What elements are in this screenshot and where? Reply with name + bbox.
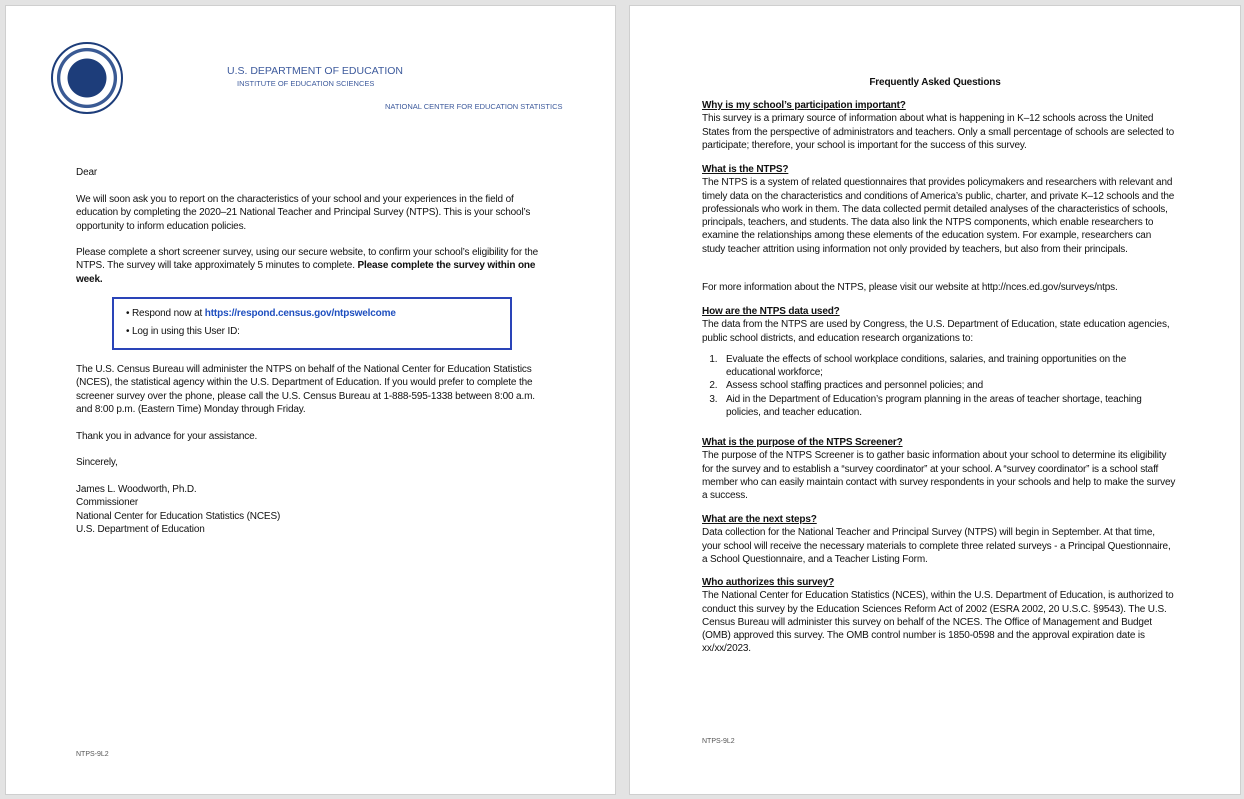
signer-name: James L. Woodworth, Ph.D. [76, 484, 197, 495]
faq-answer: Data collection for the National Teacher and Principal Survey (NTPS) will begin in September. At that time, your school will receive the necessary materials to complete three related surveys - a Principal Questionnaire, a School Questionnaire, and a Teacher Listing Form. [702, 527, 1171, 565]
more-info: For more information about the NTPS, please visit our website at http://nces.ed.gov/surveys/ntps. [702, 282, 1118, 293]
faq-section-next-steps [702, 513, 1176, 566]
closing: Sincerely, [76, 457, 118, 468]
signature-block [76, 483, 280, 536]
signer-org: National Center for Education Statistics (NCES) [76, 510, 281, 522]
signer-dept: U.S. Department of Education [76, 523, 205, 535]
paragraph-screener [76, 246, 544, 286]
faq-question: Who authorizes this survey? [702, 577, 835, 588]
department-seal-logo [51, 42, 123, 114]
thanks: Thank you in advance for your assistance. [76, 431, 258, 442]
faq-answer: This survey is a primary source of information about what is happening in K–12 schools across the United States from the perspective of administrators and teachers. Only a small percentage of schools are selected to participate; therefore, your school is important for the success of this survey. [702, 113, 1175, 151]
faq-answer: The National Center for Education Statistics (NCES), within the U.S. Department of Education, is authorized to conduct this survey by the Education Sciences Reform Act of 2002 (ESRA 2002, 20 U.S.C. §9543). The U.S. Census Bureau will administer this survey on behalf of the NCES. The Office of Management and Budget (OMB) approved this survey. The OMB control number is 1850-0598 and the approval expiration date is xx/xx/2023. [702, 590, 1174, 655]
list-item: 1. Evaluate the effects of school workplace conditions, salaries, and training opportunities on the educational workforce; [720, 353, 1176, 380]
signer-title: Commissioner [76, 497, 139, 509]
letter-page [5, 5, 616, 795]
list-item: 3. Aid in the Department of Education’s program planning in the areas of teacher shortage, teaching policies, and teacher education. [720, 393, 1176, 420]
faq-section-uses [702, 305, 1176, 419]
faq-section-ntps [702, 163, 1176, 256]
faq-answer: The purpose of the NTPS Screener is to gather basic information about your school to determine its eligibility for the survey and to establish a “survey coordinator” at your school. A “survey coordinator” is a school staff member who can easily maintain contact with survey respondents in your schools and help to make the survey a success. [702, 450, 1176, 502]
faq-question: What are the next steps? [702, 514, 817, 525]
faq-question: How are the NTPS data used? [702, 306, 840, 317]
respond-label: Respond now at [131, 308, 205, 319]
respond-bullet: • Respond now at https://respond.census.gov/ntpswelcome [126, 308, 396, 319]
list-item: 2. Assess school staffing practices and personnel policies; and [720, 379, 1176, 392]
salutation: Dear [76, 167, 98, 178]
screener-deadline: Please complete the survey within one week. [76, 260, 536, 285]
paragraph-census: The U.S. Census Bureau will administer the NTPS on behalf of the National Center for Education Statistics (NCES), the statistical agency within the U.S. Department of Education. If you would prefer to complete the screener survey over the phone, please call the U.S. Census Bureau at 1-888-595-1338 between 8:00 a.m. and 8:00 p.m. (Eastern Time) Monday through Friday. [76, 364, 535, 415]
department-name: U.S. DEPARTMENT OF EDUCATION [227, 65, 403, 77]
screener-text: Please complete a short screener survey, using our secure website, to confirm your school’s eligibility for the NTPS. The survey will take approximately 5 minutes to complete. [76, 247, 539, 272]
faq-question: What is the NTPS? [702, 164, 789, 175]
faq-answer: The NTPS is a system of related questionnaires that provides policymakers and researchers with relevant and timely data on the characteristics and conditions of America’s public, charter, and private K–12 schools and the professionals who work in them. The data collected permit detailed analyses of the characteristics of schools, principals, teachers, and students. The data also link the NTPS components, which enable researchers to examine the relationships among these elements of the education system. For example, researchers can study teacher attrition using information not only provided by teachers, but also from their principals. [702, 177, 1175, 255]
uses-list [702, 353, 1176, 419]
faq-page [629, 5, 1241, 795]
institute-name: INSTITUTE OF EDUCATION SCIENCES [237, 79, 375, 88]
footer-code: NTPS-9L2 [76, 751, 109, 758]
faq-answer: The data from the NTPS are used by Congress, the U.S. Department of Education, state education agencies, public school districts, and education research organizations to: [702, 319, 1170, 344]
faq-section-screener [702, 436, 1176, 502]
paragraph-intro: We will soon ask you to report on the characteristics of your school and your experiences in the field of education by completing the 2020–21 National Teacher and Principal Survey (NTPS). This is your school’s opportunity to inform education policies. [76, 194, 531, 232]
instructions-box [112, 297, 512, 350]
faq-title: Frequently Asked Questions [869, 77, 1001, 88]
faq-section-authorization [702, 576, 1176, 656]
login-bullet: • Log in using this User ID: [126, 326, 240, 337]
login-label: Log in using this User ID: [131, 326, 240, 337]
respond-link[interactable]: https://respond.census.gov/ntpswelcome [204, 308, 396, 319]
faq-section-participation [702, 99, 1176, 152]
faq-question: What is the purpose of the NTPS Screener? [702, 437, 903, 448]
footer-code: NTPS-9L2 [702, 738, 735, 745]
center-name: NATIONAL CENTER FOR EDUCATION STATISTICS [385, 102, 563, 111]
faq-question: Why is my school’s participation important? [702, 100, 906, 111]
